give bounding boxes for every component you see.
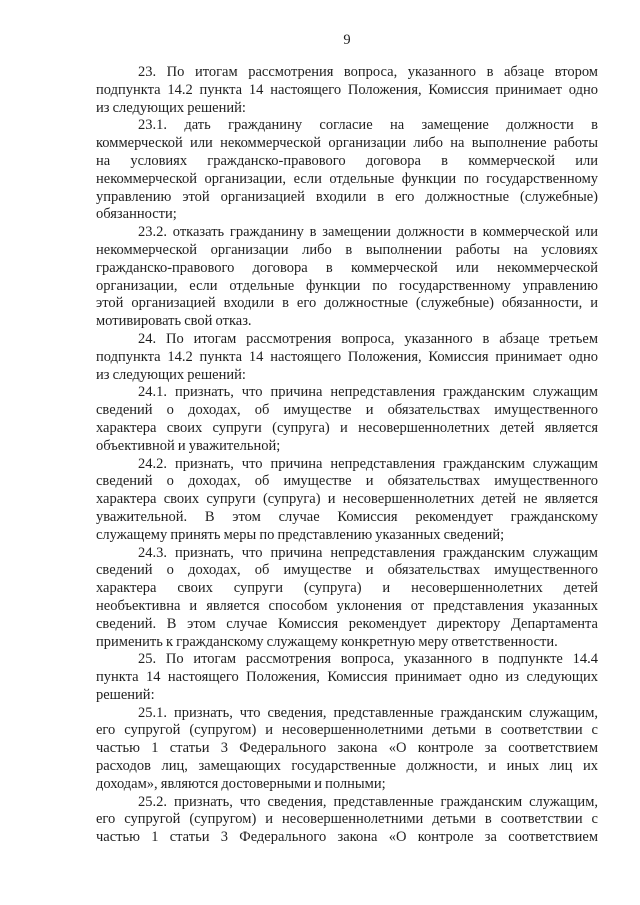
text-line: управлению этой организацией входили в его должностные (служебные) [96,188,598,205]
text-line: характера своих супруги (супруга) и несовершеннолетних детей является [96,419,598,436]
text-line: гражданско-правового договора в коммерческой или некоммерческой [96,259,598,276]
clause-25 [96,651,598,704]
document-body [96,64,598,847]
text-line: сведений о доходах, об имуществе и обязательствах имущественного [96,402,598,419]
text-line: 23.1. дать гражданину согласие на замещение должности в [138,117,598,134]
clause-25-2 [96,794,598,847]
text-line: необъективна и является способом уклонения от представления указанных [96,597,598,614]
text-line: 25. По итогам рассмотрения вопроса, указанного в подпункте 14.4 [138,651,598,668]
text-line: подпункта 14.2 пункта 14 настоящего Положения, Комиссия принимает одно [96,348,598,365]
text-line: служащему принять меры по представлению указанных сведений; [96,526,505,543]
text-line: характера своих супруги (супруга) и несовершеннолетних детей не является [96,491,598,508]
page-number: 9 [343,32,351,48]
text-line: мотивировать свой отказ. [96,313,252,330]
text-line: 24. По итогам рассмотрения вопроса, указанного в абзаце третьем [138,330,598,347]
text-line: его супругой (супругом) и несовершеннолетними детьми в соответствии с [96,811,598,828]
text-line: организации, если отдельные функции по государственному управлению [96,277,598,294]
text-line: 23.2. отказать гражданину в замещении должности в коммерческой или [138,224,598,241]
clause-23-1 [96,117,598,224]
text-line: 24.2. признать, что причина непредставления гражданским служащим [138,455,598,472]
text-line: частью 1 статьи 3 Федерального закона «О контроле за соответствием [96,740,598,757]
clause-25-1 [96,705,598,794]
text-line: 25.2. признать, что сведения, представленные гражданским служащим, [138,793,598,810]
text-line: применить к гражданскому служащему конкретную меру ответственности. [96,633,558,650]
text-line: объективной и уважительной; [96,437,281,454]
text-line: частью 1 статьи 3 Федерального закона «О контроле за соответствием [96,829,598,846]
clause-23-2 [96,224,598,331]
clause-24 [96,331,598,384]
clause-24-2 [96,456,598,545]
text-line: расходов лиц, замещающих государственные должности, и иных лиц их [96,758,598,775]
text-line: из следующих решений: [96,366,246,383]
text-line: некоммерческой организации, если отдельные функции по государственному [96,170,598,187]
text-line: решений: [96,686,155,703]
clause-24-3 [96,545,598,652]
text-line: некоммерческой организации либо в выполнении работы на условиях [96,241,598,258]
text-line: сведений о доходах, об имуществе и обязательствах имущественного [96,562,598,579]
clause-23 [96,64,598,117]
text-line: обязанности; [96,206,177,223]
text-line: пункта 14 настоящего Положения, Комиссия принимает одно из следующих [96,669,598,686]
text-line: его супругой (супругом) и несовершеннолетними детьми в соответствии с [96,722,598,739]
text-line: сведений. В этом случае Комиссия рекомендует директору Департамента [96,615,598,632]
clause-24-1 [96,384,598,455]
text-line: подпункта 14.2 пункта 14 настоящего Положения, Комиссия принимает одно [96,81,598,98]
text-line: сведений о доходах, об имуществе и обязательствах имущественного [96,473,598,490]
text-line: уважительной. В этом случае Комиссия рекомендует гражданскому [96,508,598,525]
text-line: 23. По итогам рассмотрения вопроса, указанного в абзаце втором [138,64,598,80]
text-line: на условиях гражданско-правового договора в коммерческой или [96,152,598,169]
text-line: из следующих решений: [96,99,246,116]
text-line: 24.3. признать, что причина непредставления гражданским служащим [138,544,598,561]
text-line: доходам», являются достоверными и полными; [96,775,386,792]
text-line: 24.1. признать, что причина непредставления гражданским служащим [138,384,598,401]
text-line: 25.1. признать, что сведения, представленные гражданским служащим, [138,704,598,721]
text-line: коммерческой или некоммерческой организации либо на выполнение работы [96,135,598,152]
text-line: этой организацией входили в его должностные (служебные) обязанности, и [96,295,598,312]
text-line: характера своих супруги (супруга) и несовершеннолетних детей [96,580,598,597]
